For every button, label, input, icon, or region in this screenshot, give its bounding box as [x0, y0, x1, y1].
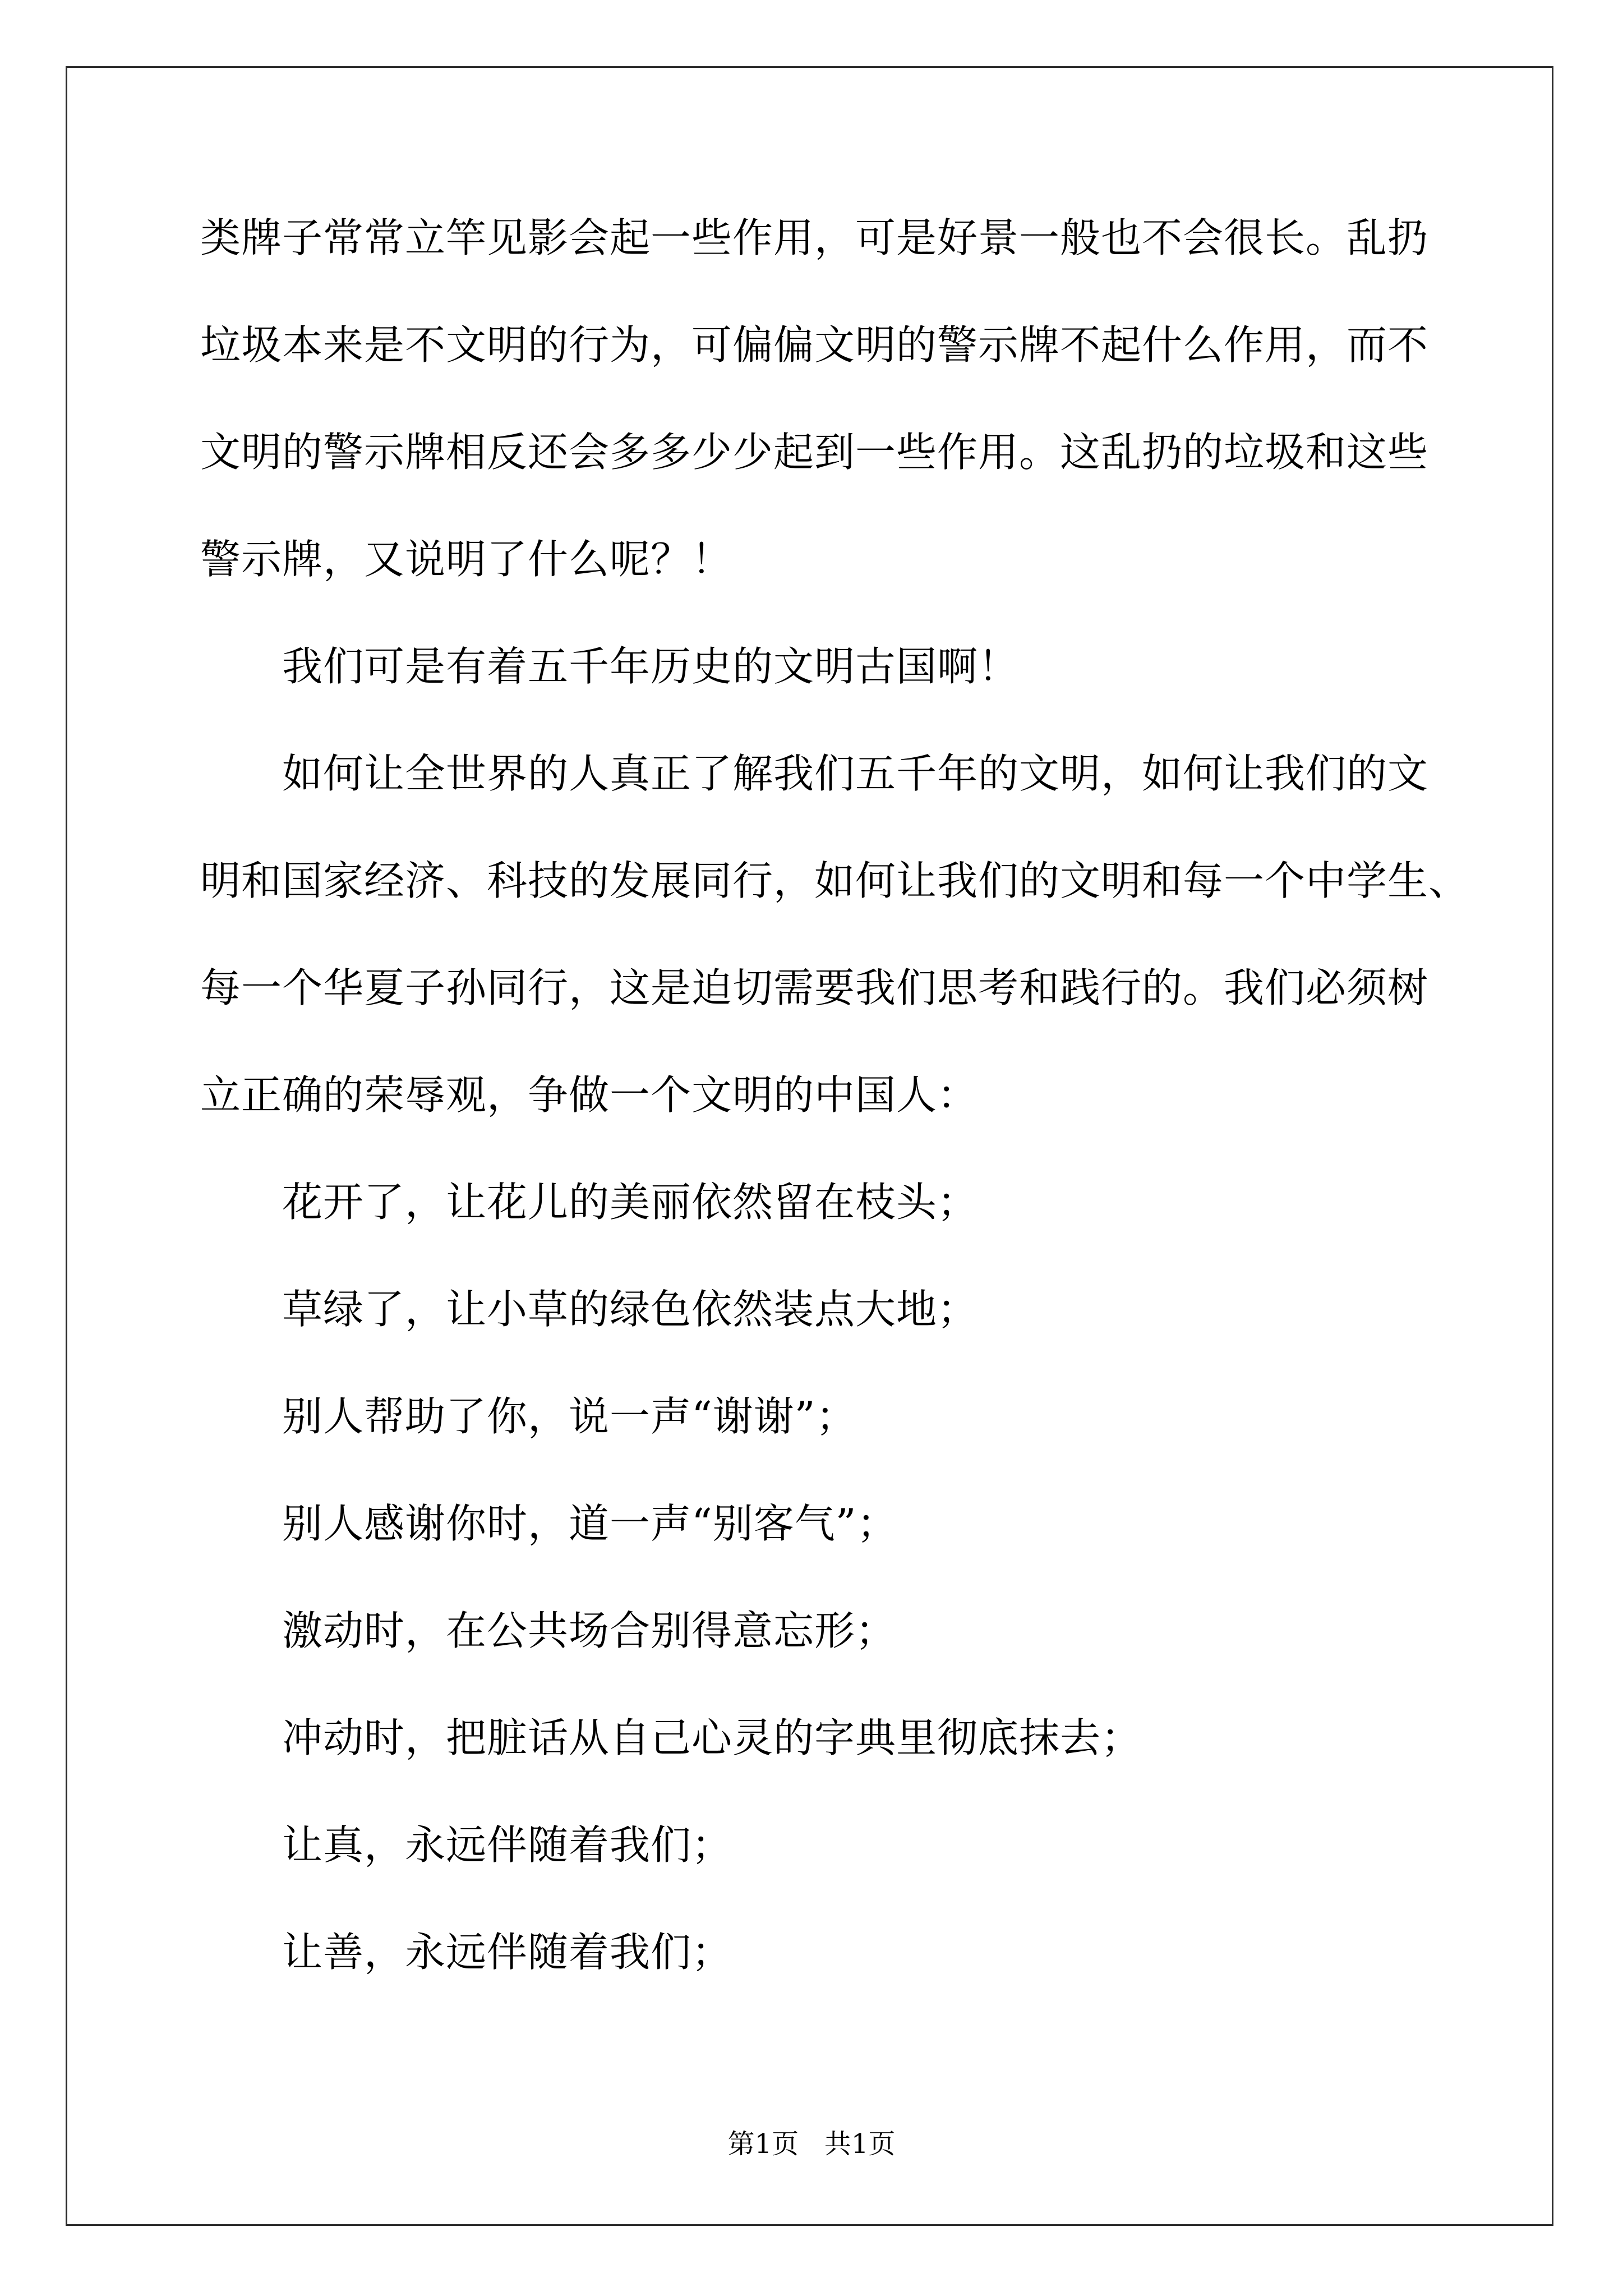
- paragraph-line: 让真，永远伴随着我们；: [282, 1821, 733, 1869]
- paragraph-line: 冲动时，把脏话从自己心灵的字典里彻底抹去；: [282, 1714, 1142, 1761]
- page-total: 共1页: [824, 2128, 896, 2160]
- text-line: 警示牌，又说明了什么呢？！: [200, 536, 733, 583]
- paragraph-line: 别人帮助了你，说一声“谢谢”；: [282, 1393, 857, 1440]
- text-line: 每一个华夏子孙同行，这是迫切需要我们思考和践行的。我们必须树: [200, 964, 1429, 1011]
- text-line: 文明的警示牌相反还会多多少少起到一些作用。这乱扔的垃圾和这些: [200, 429, 1429, 476]
- page-number: 第1页: [727, 2128, 799, 2160]
- text-line: 垃圾本来是不文明的行为，可偏偏文明的警示牌不起什么作用，而不: [200, 321, 1429, 369]
- page-footer: [0, 2122, 1623, 2161]
- paragraph-line: 草绿了，让小草的绿色依然装点大地；: [282, 1286, 979, 1333]
- paragraph-line: 别人感谢你时，道一声“别客气”；: [282, 1500, 898, 1547]
- paragraph-line: 花开了，让花儿的美丽依然留在枝头；: [282, 1179, 979, 1226]
- paragraph-line: 我们可是有着五千年历史的文明古国啊！: [282, 643, 1020, 690]
- paragraph-line: 如何让全世界的人真正了解我们五千年的文明，如何让我们的文: [282, 750, 1429, 797]
- text-line: 类牌子常常立竿见影会起一些作用，可是好景一般也不会很长。乱扔: [200, 214, 1429, 261]
- paragraph-line: 让善，永远伴随着我们；: [282, 1929, 733, 1976]
- text-line: 立正确的荣辱观，争做一个文明的中国人：: [200, 1071, 979, 1119]
- text-line: 明和国家经济、科技的发展同行，如何让我们的文明和每一个中学生、: [200, 857, 1470, 904]
- paragraph-line: 激动时，在公共场合别得意忘形；: [282, 1607, 897, 1654]
- page-border: [66, 66, 1553, 2226]
